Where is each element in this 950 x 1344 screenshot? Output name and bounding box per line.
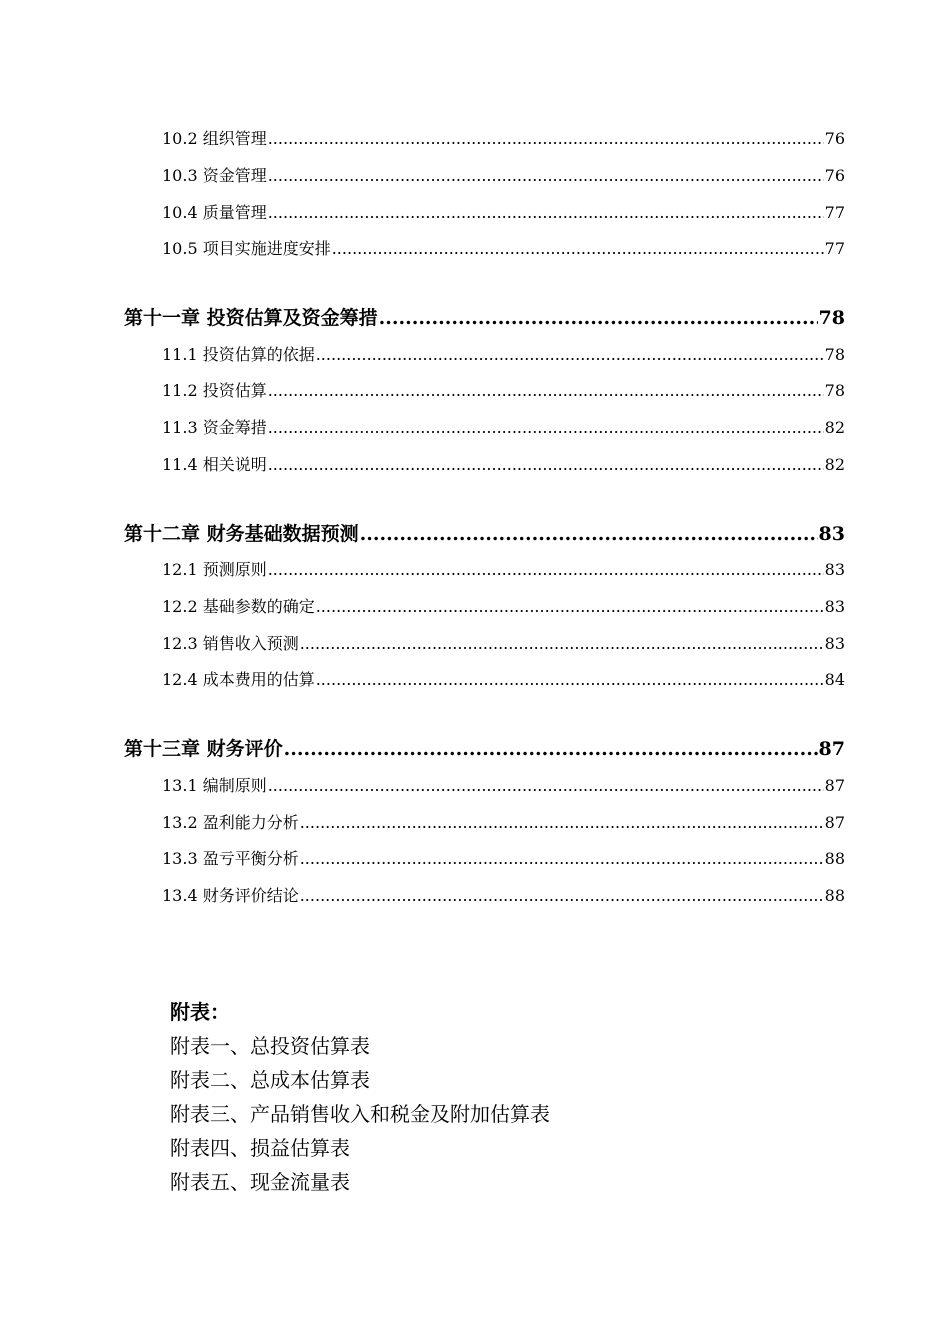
toc-entry-label: 10.4 质量管理 bbox=[162, 203, 267, 222]
toc-page-number: 88 bbox=[824, 849, 845, 868]
toc-leader-dots bbox=[284, 738, 818, 760]
toc-leader-dots bbox=[268, 203, 824, 222]
toc-leader-dots bbox=[332, 239, 824, 258]
toc-entry-label: 13.2 盈利能力分析 bbox=[162, 813, 299, 832]
toc-entry-13-3[interactable] bbox=[162, 846, 845, 869]
toc-entry-12-3[interactable] bbox=[162, 631, 845, 654]
toc-page-number: 88 bbox=[824, 886, 845, 905]
toc-page-number: 76 bbox=[824, 129, 845, 148]
toc-entry-10-5[interactable] bbox=[162, 236, 845, 259]
appendix-item-2: 附表二、总成本估算表 bbox=[170, 1068, 370, 1092]
appendix-item-3: 附表三、产品销售收入和税金及附加估算表 bbox=[170, 1102, 550, 1126]
toc-page-number: 78 bbox=[818, 307, 845, 329]
toc-leader-dots bbox=[268, 418, 824, 437]
toc-entry-13-4[interactable] bbox=[162, 883, 845, 906]
toc-page-number: 76 bbox=[824, 166, 845, 185]
appendix-item-1: 附表一、总投资估算表 bbox=[170, 1034, 370, 1058]
toc-entry-12-2[interactable] bbox=[162, 594, 845, 617]
toc-entry-label: 10.5 项目实施进度安排 bbox=[162, 239, 331, 258]
toc-chapter-11[interactable] bbox=[124, 303, 845, 330]
toc-chapter-12[interactable] bbox=[124, 519, 845, 546]
toc-page-number: 83 bbox=[824, 597, 845, 616]
toc-entry-13-1[interactable] bbox=[162, 773, 845, 796]
toc-page-number: 87 bbox=[824, 776, 845, 795]
toc-leader-dots bbox=[379, 307, 818, 329]
toc-leader-dots bbox=[300, 886, 824, 905]
toc-entry-13-2[interactable] bbox=[162, 810, 845, 833]
toc-entry-label: 11.4 相关说明 bbox=[162, 455, 267, 474]
toc-chapter-13[interactable] bbox=[124, 734, 845, 761]
toc-entry-12-4[interactable] bbox=[162, 667, 845, 690]
appendix-item-4: 附表四、损益估算表 bbox=[170, 1136, 350, 1160]
toc-entry-label: 12.3 销售收入预测 bbox=[162, 634, 299, 653]
toc-page-number: 77 bbox=[824, 239, 845, 258]
toc-leader-dots bbox=[268, 776, 824, 795]
toc-entry-11-2[interactable] bbox=[162, 378, 845, 401]
toc-leader-dots bbox=[300, 813, 824, 832]
toc-page-number: 77 bbox=[824, 203, 845, 222]
toc-leader-dots bbox=[316, 670, 824, 689]
toc-page-number: 78 bbox=[824, 345, 845, 364]
toc-page-number: 84 bbox=[824, 670, 845, 689]
toc-page-number: 82 bbox=[824, 455, 845, 474]
toc-entry-10-4[interactable] bbox=[162, 200, 845, 223]
toc-entry-label: 12.2 基础参数的确定 bbox=[162, 597, 315, 616]
toc-chapter-label: 第十三章 财务评价 bbox=[124, 738, 283, 760]
toc-leader-dots bbox=[268, 455, 824, 474]
toc-entry-label: 13.4 财务评价结论 bbox=[162, 886, 299, 905]
toc-entry-label: 11.3 资金筹措 bbox=[162, 418, 267, 437]
toc-page-number: 83 bbox=[824, 560, 845, 579]
toc-entry-label: 13.1 编制原则 bbox=[162, 776, 267, 795]
appendix-heading: 附表： bbox=[170, 1000, 230, 1024]
toc-entry-10-3[interactable] bbox=[162, 163, 845, 186]
toc-leader-dots bbox=[300, 849, 824, 868]
toc-page-number: 83 bbox=[824, 634, 845, 653]
toc-entry-label: 10.3 资金管理 bbox=[162, 166, 267, 185]
toc-chapter-label: 第十一章 投资估算及资金筹措 bbox=[124, 307, 378, 329]
toc-entry-11-1[interactable] bbox=[162, 342, 845, 365]
appendix-list bbox=[170, 995, 550, 1199]
toc-entry-label: 12.4 成本费用的估算 bbox=[162, 670, 315, 689]
toc-entry-11-3[interactable] bbox=[162, 415, 845, 438]
toc-leader-dots bbox=[360, 523, 818, 545]
toc-page-number: 82 bbox=[824, 418, 845, 437]
toc-leader-dots bbox=[268, 381, 824, 400]
toc-leader-dots bbox=[316, 597, 824, 616]
toc-entry-label: 12.1 预测原则 bbox=[162, 560, 267, 579]
toc-page-number: 87 bbox=[824, 813, 845, 832]
toc-entry-label: 10.2 组织管理 bbox=[162, 129, 267, 148]
toc-entry-10-2[interactable] bbox=[162, 126, 845, 149]
toc-leader-dots bbox=[268, 560, 824, 579]
toc-page-number: 78 bbox=[824, 381, 845, 400]
toc-page-number: 83 bbox=[818, 523, 845, 545]
toc-entry-label: 13.3 盈亏平衡分析 bbox=[162, 849, 299, 868]
toc-page-number: 87 bbox=[818, 738, 845, 760]
toc-entry-label: 11.2 投资估算 bbox=[162, 381, 267, 400]
appendix-item-5: 附表五、现金流量表 bbox=[170, 1170, 350, 1194]
toc-entry-12-1[interactable] bbox=[162, 557, 845, 580]
toc-leader-dots bbox=[268, 129, 824, 148]
toc-chapter-label: 第十二章 财务基础数据预测 bbox=[124, 523, 359, 545]
toc-entry-label: 11.1 投资估算的依据 bbox=[162, 345, 315, 364]
toc-leader-dots bbox=[316, 345, 824, 364]
toc-leader-dots bbox=[300, 634, 824, 653]
toc-entry-11-4[interactable] bbox=[162, 452, 845, 475]
toc-leader-dots bbox=[268, 166, 824, 185]
